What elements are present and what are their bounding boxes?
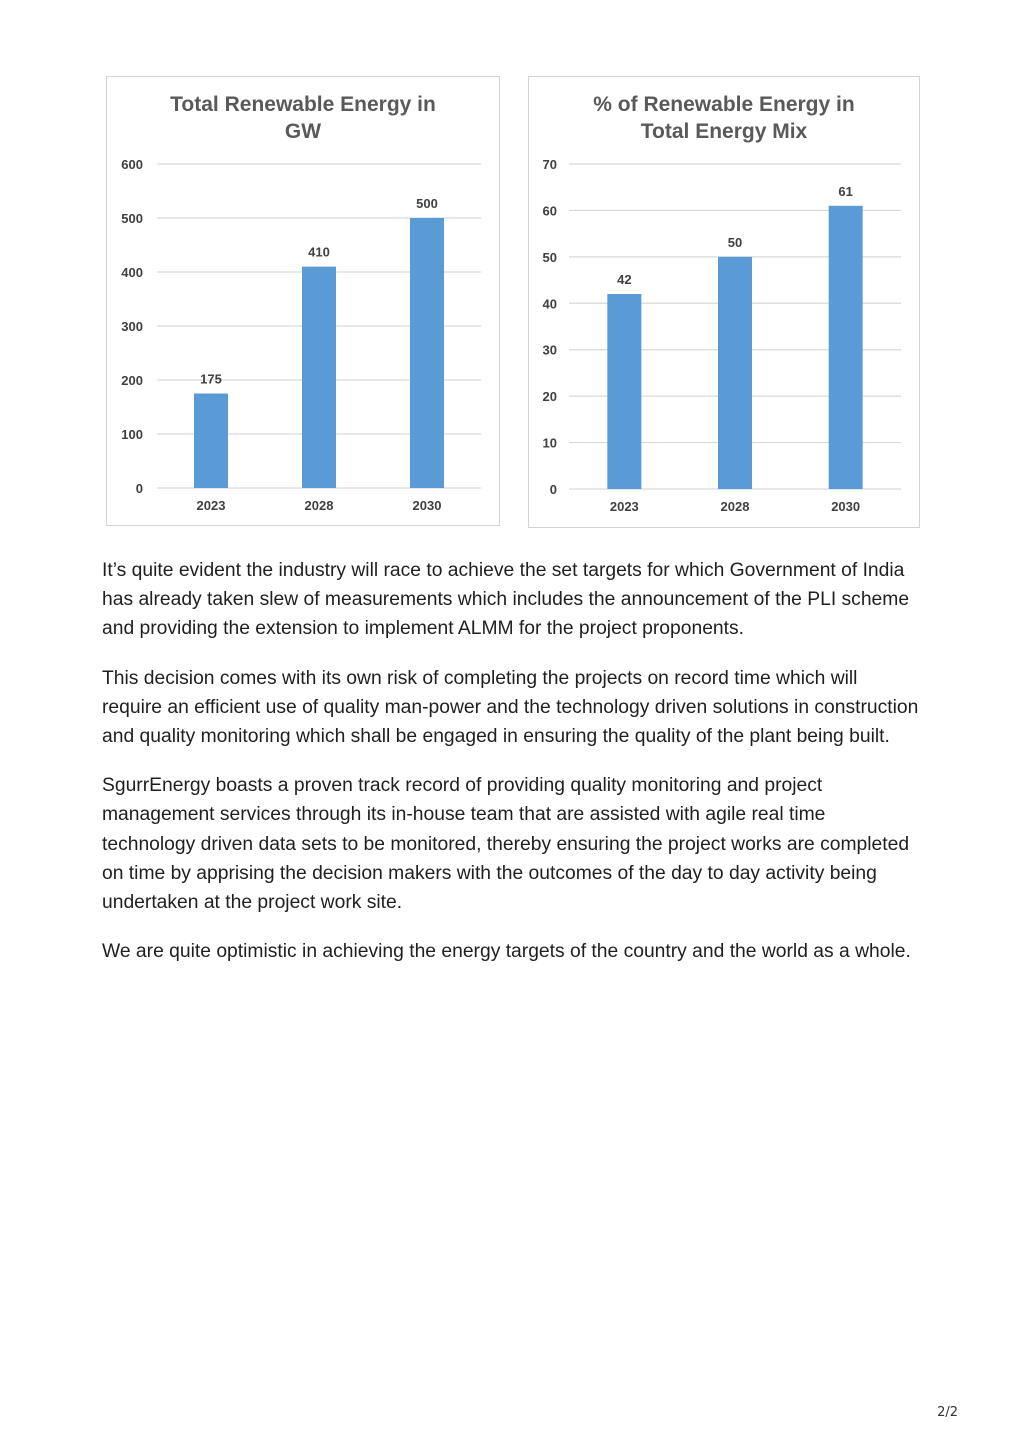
article-body (102, 556, 922, 986)
y-tick-label: 30 (542, 342, 557, 358)
y-tick-label: 300 (121, 319, 143, 334)
paragraph: SgurrEnergy boasts a proven track record of providing quality monitoring and project management services through its in-house team that are assisted with agile real time technology driven data sets to be monitored, thereby ensuring the project works are completed on time by apprising the decision makers with the outcomes of the day to day activity being undertaken at the project work site. (102, 775, 910, 914)
y-tick-label: 0 (549, 482, 557, 497)
chart-renewable-share (528, 76, 920, 528)
bar-chart-svg (107, 77, 501, 527)
bar (410, 218, 444, 488)
x-tick-label: 2023 (196, 498, 226, 513)
x-tick-label: 2030 (831, 499, 861, 514)
x-tick-label: 2030 (412, 498, 442, 513)
paragraph: It’s quite evident the industry will race to achieve the set targets for which Government of India has already taken slew of measurements which includes the announcement of the PLI scheme and providing the extension to implement ALMM for the project proponents. (102, 560, 910, 640)
data-label: 61 (838, 183, 853, 199)
chart-title: % of Renewable Energy in Total Energy Mix (593, 93, 855, 143)
bar (194, 394, 228, 489)
y-tick-label: 400 (121, 265, 143, 280)
y-tick-label: 500 (121, 211, 143, 226)
paragraph: This decision comes with its own risk of completing the projects on record time which will require an efficient use of quality man-power and the technology driven solutions in construction and quality monitoring which shall be engaged in ensuring the quality of the plant being built. (102, 667, 919, 748)
chart-title: Total Renewable Energy in GW (170, 93, 436, 143)
y-tick-label: 20 (542, 389, 557, 405)
y-tick-label: 60 (542, 203, 557, 219)
y-tick-label: 0 (135, 481, 143, 496)
data-label: 50 (727, 234, 743, 250)
data-label: 410 (308, 244, 330, 260)
data-label: 500 (416, 196, 438, 211)
y-tick-label: 40 (542, 296, 557, 312)
bar (607, 294, 641, 489)
y-tick-label: 70 (542, 157, 557, 172)
page-number: 2/2 (937, 1405, 958, 1420)
x-tick-label: 2023 (609, 499, 639, 514)
bar (718, 257, 752, 489)
y-tick-label: 10 (542, 435, 557, 451)
chart-total-renewable-energy (106, 76, 500, 526)
y-tick-label: 50 (542, 249, 557, 265)
y-tick-label: 100 (121, 427, 143, 442)
data-label: 175 (200, 371, 222, 387)
data-label: 42 (617, 272, 632, 287)
bar (302, 267, 336, 488)
bar (829, 206, 863, 489)
x-tick-label: 2028 (304, 498, 334, 513)
x-tick-label: 2028 (720, 499, 750, 514)
y-tick-label: 200 (121, 373, 143, 388)
bar-chart-svg (529, 77, 921, 529)
y-tick-label: 600 (121, 157, 143, 172)
paragraph: We are quite optimistic in achieving the energy targets of the country and the world as a whole. (102, 941, 911, 963)
